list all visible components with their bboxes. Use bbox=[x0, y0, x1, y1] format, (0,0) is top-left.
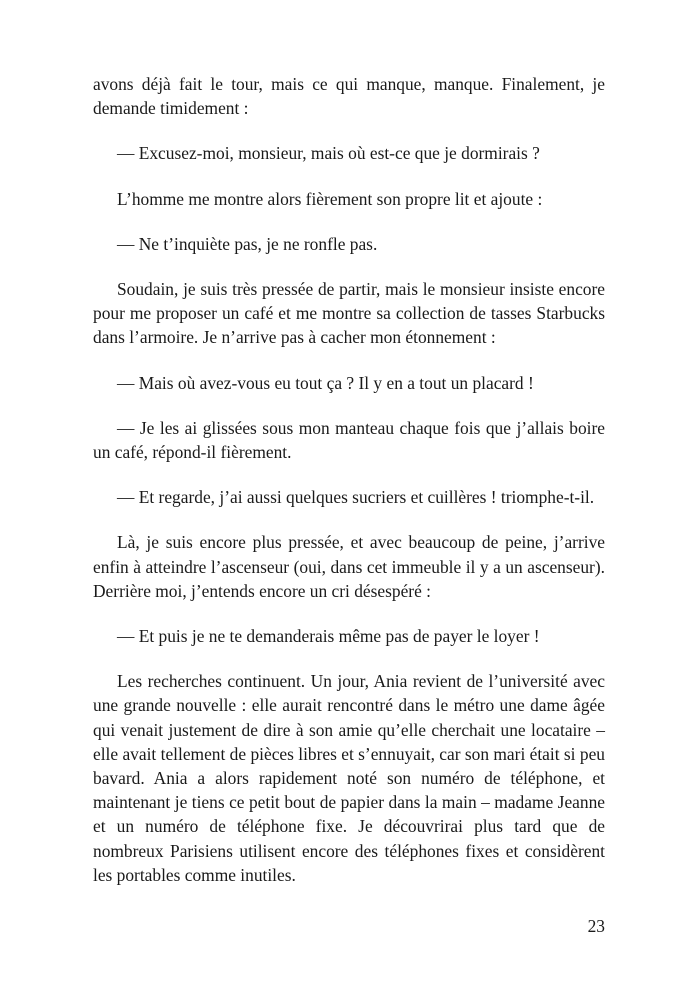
page-number: 23 bbox=[587, 916, 605, 936]
page-body bbox=[93, 72, 605, 908]
paragraph-3: L’homme me montre alors fièrement son propre lit et ajoute : bbox=[117, 188, 543, 209]
paragraph-4: — Ne t’inquiète pas, je ne ronfle pas. bbox=[117, 233, 378, 254]
paragraph-10: — Et puis je ne te demanderais même pas de payer le loyer ! bbox=[117, 626, 540, 647]
paragraph-8: — Et regarde, j’ai aussi quelques sucriers et cuillères ! triomphe-t-il. bbox=[117, 487, 595, 508]
paragraph-9: Là, je suis encore plus pressée, et avec beaucoup de peine, j’arrive enfin à atteindre l’ascenseur (oui, dans cet immeuble il y a un ascenseur). Derrière moi, j’entends encore un cri désespéré : bbox=[93, 532, 605, 601]
paragraph-5: Soudain, je suis très pressée de partir, mais le monsieur insiste encore pour me proposer un café et me montre sa collection de tasses Starbucks dans l’armoire. Je n’arrive pas à cacher mon étonnement : bbox=[93, 279, 605, 348]
paragraph-2: — Excusez-moi, monsieur, mais où est-ce que je dormirais ? bbox=[117, 143, 540, 164]
paragraph-7: — Je les ai glissées sous mon manteau chaque fois que j’allais boire un café, répond-il fièrement. bbox=[93, 417, 605, 463]
paragraph-6: — Mais où avez-vous eu tout ça ? Il y en a tout un placard ! bbox=[117, 372, 534, 393]
paragraph-11: Les recherches continuent. Un jour, Ania revient de l’université avec une grande nouvelle : elle aurait rencontré dans le métro une dame âgée qui venait justement de dire à son amie qu’elle cherchait une locataire – elle avait tellement de pièces libres et s’ennuyait, car son mari était si peu bavard. Ania a alors rapidement noté son numéro de téléphone, et maintenant je tiens ce petit bout de papier dans la main – madame Jeanne et un numéro de téléphone fixe. Je découvrirai plus tard que de nombreux Parisiens utilisent encore des téléphones fixes et considèrent les portables comme inutiles. bbox=[93, 671, 605, 885]
paragraph-1: avons déjà fait le tour, mais ce qui manque, manque. Finalement, je demande timidement : bbox=[93, 74, 605, 119]
